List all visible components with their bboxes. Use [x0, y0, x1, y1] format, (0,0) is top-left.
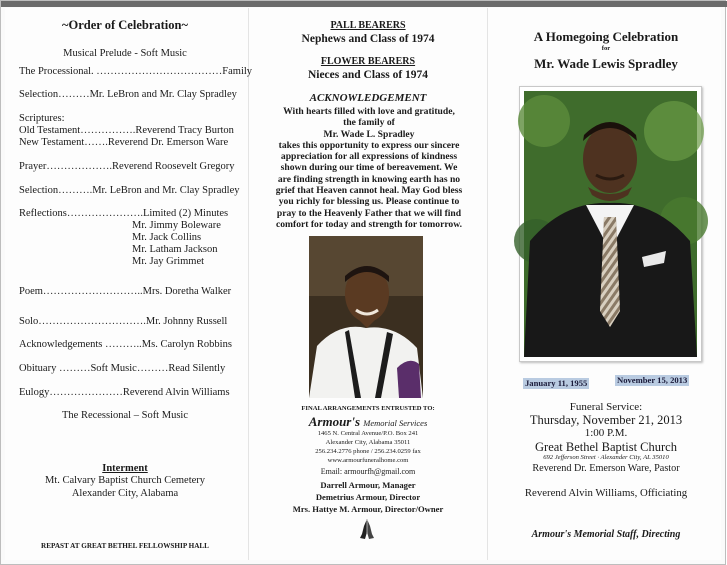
- processional-leader: ………………………………: [93, 66, 223, 77]
- old-testament-value: Reverend Tracy Burton: [135, 125, 234, 136]
- selection-value: Mr. LeBron and Mr. Clay Spradley: [92, 185, 240, 196]
- acknowledgement-line: are finding strength in knowing earth has no: [277, 173, 461, 185]
- reflections-value: Limited (2) Minutes: [142, 208, 229, 219]
- staff-director: Demetrius Armour, Director: [315, 492, 421, 502]
- reflections-leader: ………………….: [66, 208, 143, 219]
- top-border: [1, 1, 727, 7]
- interment-cemetery: Mt. Calvary Baptist Church Cemetery: [44, 475, 206, 486]
- reflection-speaker: Mr. Latham Jackson: [132, 244, 218, 255]
- old-testament-leader: …………….: [80, 125, 136, 136]
- obituary-value: Soft Music: [90, 363, 137, 374]
- directing: Armour's Memorial Staff, Directing: [531, 529, 681, 540]
- church-name: Great Bethel Baptist Church: [535, 440, 677, 454]
- fold-line-right: [487, 8, 488, 560]
- portrait-photo-large: [519, 86, 702, 362]
- solo-label: Solo: [19, 316, 39, 327]
- reflections-row: [19, 208, 243, 220]
- funeral-home-phone: 256.234.2776 phone / 256.234.0259 fax: [315, 448, 421, 455]
- reflections-label: Reflections: [19, 208, 67, 219]
- selection-label: Selection: [19, 185, 59, 196]
- arrangements-label: FINAL ARRANGEMENTS ENTRUSTED TO:: [301, 405, 435, 412]
- acknowledgement-line: appreciation for all expressions of kindness: [280, 151, 458, 163]
- reflection-speaker: Mr. Jay Grimmet: [132, 256, 205, 267]
- new-testament-label: New Testament: [19, 137, 85, 148]
- acknowledgements-value: Ms. Carolyn Robbins: [141, 339, 232, 350]
- funeral-home-website[interactable]: www.armourfuneralhome.com: [327, 457, 409, 464]
- portrait-large-illustration: [524, 91, 697, 357]
- fold-line-left: [248, 8, 249, 560]
- deceased-name: Mr. Wade Lewis Spradley: [534, 56, 678, 71]
- service-time: 1:00 P.M.: [584, 427, 628, 439]
- old-testament-label: Old Testament: [19, 125, 81, 136]
- flower-bearers-names: Nieces and Class of 1974: [307, 69, 429, 81]
- selection-leader: ………: [58, 89, 90, 100]
- poem-row: [19, 286, 243, 298]
- funeral-home-email[interactable]: Email: armourfh@gmail.com: [320, 467, 416, 476]
- pall-bearers-title: PALL BEARERS: [330, 20, 406, 31]
- obituary-leader-2: ………: [136, 363, 169, 374]
- program-sheet: [5, 8, 721, 560]
- acknowledgement-line: the family of: [343, 117, 395, 129]
- officiating: Reverend Alvin Williams, Officiating: [524, 487, 688, 499]
- new-testament-value: Reverend Dr. Emerson Ware: [107, 137, 229, 148]
- prayer-label: Prayer: [19, 161, 47, 172]
- interment-title: Interment: [102, 463, 148, 474]
- old-testament-row: [19, 125, 243, 137]
- reflection-speaker: Mr. Jack Collins: [132, 232, 202, 243]
- recessional: The Recessional – Soft Music: [62, 410, 188, 421]
- selection-value: Mr. LeBron and Mr. Clay Spradley: [89, 89, 237, 100]
- cover-for: for: [601, 45, 611, 52]
- prayer-leader: ……………….: [46, 161, 113, 172]
- order-title: ~Order of Celebration~: [62, 18, 188, 32]
- interment-location: Alexander City, Alabama: [71, 488, 179, 499]
- obituary-value-2: Read Silently: [168, 363, 226, 374]
- selection-row-1: [19, 89, 243, 101]
- acknowledgement-line: shown during our time of bereavement. We: [280, 162, 458, 174]
- funeral-home-address-2: Alexander City, Alabama 35011: [325, 439, 411, 446]
- praying-hands-icon: [358, 518, 376, 540]
- acknowledgement-line: you richly for blessing us. Please continue to: [278, 196, 460, 208]
- funeral-home-sub: Memorial Services: [363, 418, 428, 428]
- selection-leader: ……….: [58, 185, 93, 196]
- acknowledgement-line: With hearts filled with love and gratitude,: [283, 106, 455, 117]
- processional-row: [19, 66, 253, 78]
- scriptures-label: Scriptures:: [19, 113, 65, 124]
- poem-value: Mrs. Doretha Walker: [142, 286, 232, 297]
- solo-row: [19, 316, 243, 328]
- order-panel: [5, 8, 253, 560]
- cover-title: A Homegoing Celebration: [533, 29, 679, 44]
- acknowledgement-line: Mr. Wade L. Spradley: [323, 128, 415, 140]
- church-address: 692 Jefferson Street · Alexander City, AL 35010: [543, 454, 669, 461]
- solo-value: Mr. Johnny Russell: [145, 316, 228, 327]
- staff-owner: Mrs. Hattye M. Armour, Director/Owner: [292, 504, 444, 514]
- eulogy-label: Eulogy: [19, 387, 50, 398]
- processional-label: The Processional.: [19, 66, 94, 77]
- portrait-small-illustration: [309, 236, 423, 398]
- acknowledgement-panel: [252, 8, 484, 560]
- poem-leader: ………………………..: [42, 286, 143, 297]
- acknowledgement-title: ACKNOWLEDGEMENT: [309, 92, 427, 104]
- musical-prelude: Musical Prelude - Soft Music: [63, 48, 187, 59]
- flower-bearers-title: FLOWER BEARERS: [320, 56, 416, 67]
- eulogy-value: Reverend Alvin Williams: [122, 387, 230, 398]
- service-label: Funeral Service:: [569, 401, 643, 413]
- cover-panel: [491, 8, 721, 560]
- prayer-row: [19, 161, 243, 173]
- birth-date: January 11, 1955: [525, 378, 588, 388]
- prayer-value: Reverend Roosevelt Gregory: [112, 161, 235, 172]
- poem-label: Poem: [19, 286, 43, 297]
- service-date: Thursday, November 21, 2013: [529, 413, 683, 427]
- death-date: November 15, 2013: [617, 375, 688, 385]
- acknowledgement-line: grief that Heaven cannot heal. May God bless: [275, 185, 463, 197]
- pall-bearers-names: Nephews and Class of 1974: [301, 33, 435, 45]
- obituary-row: [19, 363, 243, 375]
- portrait-photo-small: [309, 236, 423, 398]
- selection-row-2: [19, 185, 243, 197]
- acknowledgements-label: Acknowledgements: [19, 339, 103, 350]
- acknowledgements-leader: ………..: [102, 339, 142, 350]
- obituary-label: Obituary: [19, 363, 57, 374]
- funeral-home-name: Armour's: [308, 414, 361, 429]
- staff-manager: Darrell Armour, Manager: [320, 480, 416, 490]
- acknowledgements-row: [19, 339, 243, 351]
- acknowledgement-line: pray to the Heavenly Father that we will find: [276, 207, 462, 219]
- new-testament-row: [19, 137, 243, 149]
- pastor-name: Reverend Dr. Emerson Ware, Pastor: [532, 463, 680, 474]
- portrait-large-image: [524, 91, 697, 357]
- funeral-home-line: [252, 414, 484, 431]
- acknowledgement-line: takes this opportunity to express our sincere: [278, 139, 460, 151]
- solo-leader: ………………………….: [38, 316, 146, 327]
- funeral-home-address-1: 1465 N. Central Avenue/P.O. Box 241: [317, 430, 419, 437]
- selection-label: Selection: [19, 89, 59, 100]
- eulogy-leader: …………………: [49, 387, 123, 398]
- obituary-leader: ………: [56, 363, 91, 374]
- repast-note: REPAST AT GREAT BETHEL FELLOWSHIP HALL: [41, 542, 209, 550]
- reflection-speaker: Mr. Jimmy Boleware: [132, 220, 221, 231]
- eulogy-row: [19, 387, 243, 399]
- acknowledgement-line: comfort for today and strength for tomorrow.: [275, 218, 463, 230]
- acknowledgement-text: [266, 106, 472, 230]
- new-testament-leader: …….: [84, 137, 108, 148]
- processional-value: Family: [222, 66, 253, 77]
